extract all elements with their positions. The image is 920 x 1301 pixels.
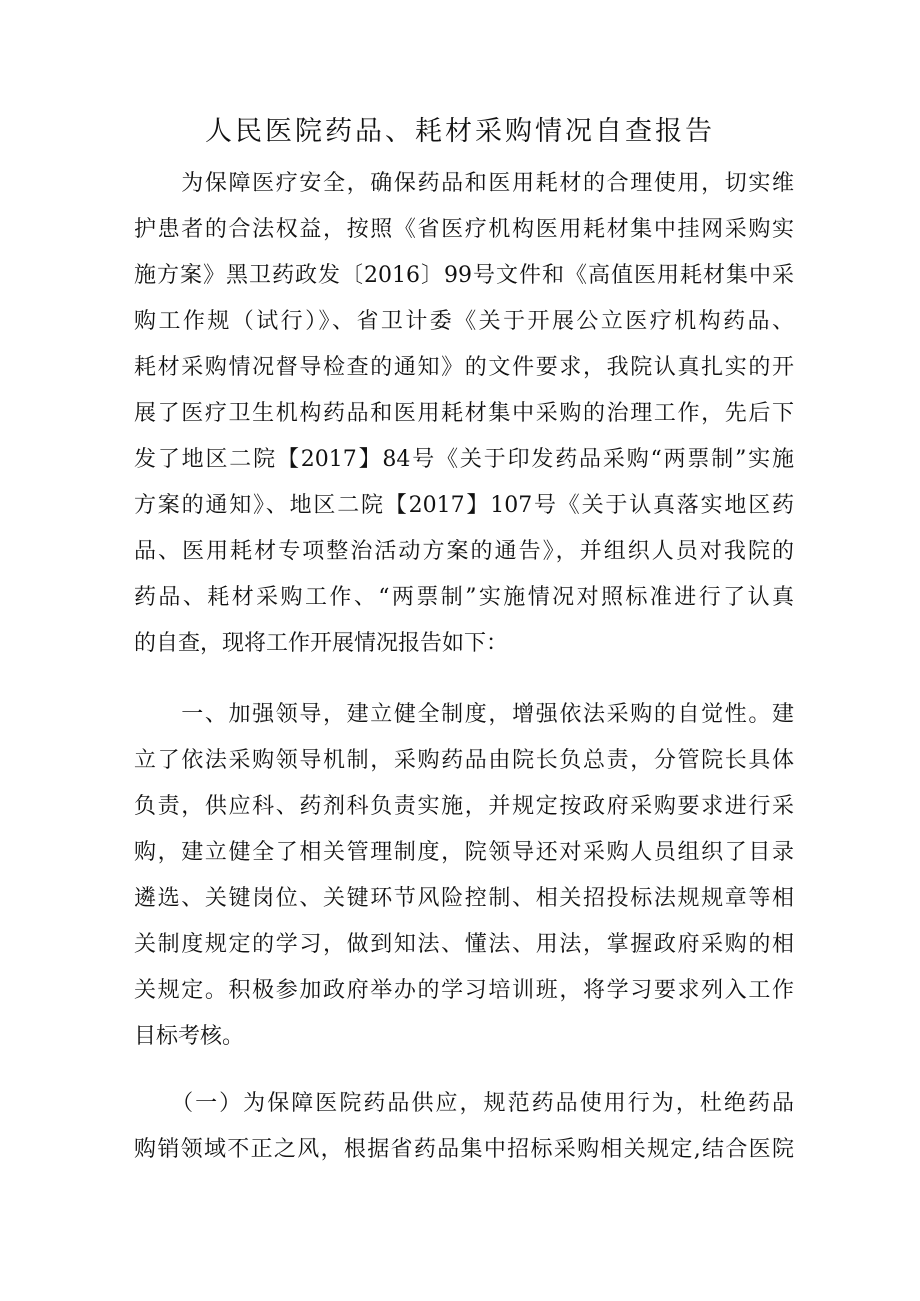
paragraph-2-line-7: 关规定。积极参加政府举办的学习培训班，将学习要求列入工作 [134, 978, 794, 1003]
paragraph-3-line-1: （一）为保障医院药品供应，规范药品使用行为，杜绝药品 [134, 1091, 794, 1116]
paragraph-2-line-5: 遴选、关键岗位、关键环节风险控制、相关招投标法规规章等相 [134, 886, 794, 911]
document-title: 人民医院药品、耗材采购情况自查报告 [205, 116, 715, 147]
paragraph-3-line-2: 购销领域不正之风，根据省药品集中招标采购相关规定,结合医院 [134, 1137, 794, 1162]
paragraph-2-line-3: 负责，供应科、药剂科负责实施，并规定按政府采购要求进行采 [134, 794, 794, 819]
paragraph-2-line-6: 关制度规定的学习，做到知法、懂法、用法，掌握政府采购的相 [134, 932, 794, 957]
paragraph-1-line-1: 为保障医疗安全，确保药品和医用耗材的合理使用，切实维 [134, 171, 794, 196]
paragraph-2-line-4: 购，建立健全了相关管理制度，院领导还对采购人员组织了目录 [134, 840, 794, 865]
paragraph-1-line-2: 护患者的合法权益，按照《省医疗机构医用耗材集中挂网采购实 [134, 217, 794, 242]
paragraph-1-line-10: 药品、耗材采购工作、“两票制”实施情况对照标准进行了认真 [134, 585, 794, 610]
paragraph-1-line-3: 施方案》黑卫药政发〔2016〕99号文件和《高值医用耗材集中采 [134, 263, 794, 288]
paragraph-1-line-11: 的自查，现将工作开展情况报告如下： [134, 631, 509, 656]
paragraph-2-line-2: 立了依法采购领导机制，采购药品由院长负总责，分管院长具体 [134, 748, 794, 773]
paragraph-1-line-6: 展了医疗卫生机构药品和医用耗材集中采购的治理工作，先后下 [134, 401, 794, 426]
paragraph-1-line-8: 方案的通知》、地区二院【2017】107号《关于认真落实地区药 [134, 493, 794, 518]
paragraph-2-line-1: 一、加强领导，建立健全制度，增强依法采购的自觉性。建 [134, 702, 794, 727]
paragraph-1-line-9: 品、医用耗材专项整治活动方案的通告》，并组织人员对我院的 [134, 539, 794, 564]
paragraph-2-line-8: 目标考核。 [134, 1024, 245, 1049]
paragraph-1-line-4: 购工作规（试行）》、省卫计委《关于开展公立医疗机构药品、 [134, 309, 794, 334]
paragraph-1-line-5: 耗材采购情况督导检查的通知》的文件要求，我院认真扎实的开 [134, 355, 794, 380]
paragraph-1-line-7: 发了地区二院【2017】84号《关于印发药品采购“两票制”实施 [134, 447, 794, 472]
